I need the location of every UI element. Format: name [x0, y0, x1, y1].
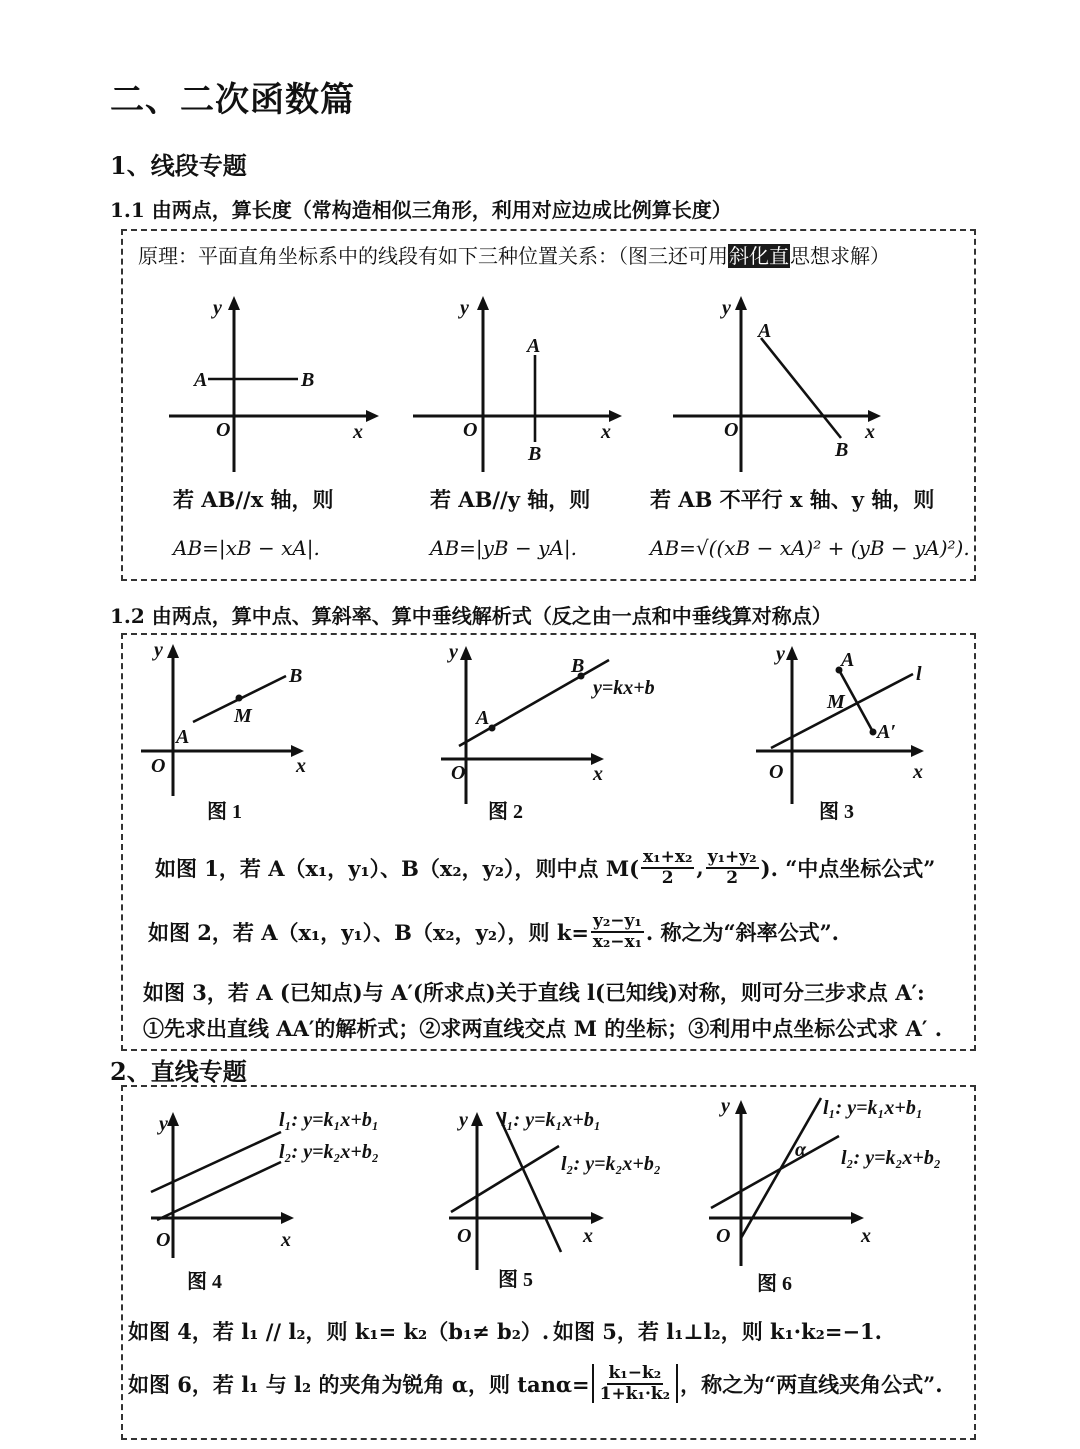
y-axis-arrow	[735, 1100, 747, 1114]
x-label: x	[296, 755, 306, 777]
line-equation-label: y=kx+b	[593, 677, 655, 699]
y-axis-arrow	[167, 1112, 179, 1126]
point-b-label: B	[571, 655, 585, 677]
line-l1	[151, 1132, 281, 1192]
principle-text	[138, 240, 890, 269]
diagram-oblique	[673, 296, 881, 472]
line-l-label: l	[916, 663, 922, 685]
fraction-num: y₁+y₂	[707, 847, 757, 867]
diagram-figure-5	[449, 1109, 661, 1291]
line-l2	[711, 1136, 839, 1208]
point-a-label: A	[476, 707, 490, 729]
origin-label: O	[151, 755, 166, 777]
y-label: y	[722, 297, 731, 319]
diagram-figure-4	[151, 1109, 379, 1293]
line-l1	[497, 1112, 561, 1252]
length-diagrams	[121, 280, 976, 480]
y-label: y	[154, 639, 163, 661]
origin-label: O	[769, 761, 784, 783]
symmetry-text: 如图 3，若 A (已知点)与 A′(所求点)关于直线 l(已知线)对称，则可分三步求点 A′:	[143, 980, 925, 1005]
fraction-den: 1+k₁·k₂	[599, 1383, 671, 1404]
diagram-figure-1	[141, 639, 306, 823]
origin-label: O	[463, 419, 478, 441]
y-label: y	[459, 1109, 468, 1131]
point-a-prime-dot	[870, 729, 877, 736]
line-kxb	[459, 660, 609, 746]
diagram-figure-2	[441, 641, 655, 823]
x-label: x	[583, 1225, 593, 1247]
y-label: y	[213, 297, 222, 319]
midpoint-m	[236, 695, 243, 702]
slope-tail: . 称之为“斜率公式”.	[645, 919, 839, 945]
point-m-label: M	[827, 691, 845, 713]
symmetry-steps: ①先求出直线 AA′的解析式；②求两直线交点 M 的坐标；③利用中点坐标公式求 A′ .	[143, 1016, 943, 1041]
origin-label: O	[724, 419, 739, 441]
line-l2-label: l₂: y=k₂x+b₂	[561, 1153, 661, 1175]
diagram-figure-3	[756, 643, 924, 823]
x-label: x	[593, 763, 603, 785]
x-axis-arrow	[851, 1212, 864, 1224]
origin-label: O	[716, 1225, 731, 1247]
y-label: y	[460, 297, 469, 319]
slope-formula-line	[148, 912, 839, 951]
point-a-dot	[489, 725, 496, 732]
midpoint-text: 如图 1，若 A（x₁，y₁）、B（x₂，y₂），则中点 M(	[155, 855, 640, 881]
subheading-length: 1.1 由两点，算长度（常构造相似三角形，利用对应边成比例算长度）	[110, 198, 732, 222]
figure-5-caption: 图 5	[498, 1269, 533, 1291]
x-label: x	[281, 1229, 291, 1251]
point-b-label: B	[301, 369, 315, 391]
condition-parallel-x: 若 AB//x 轴，则	[173, 487, 334, 512]
line-l2-label: l₂: y=k₂x+b₂	[841, 1147, 941, 1169]
origin-label: O	[457, 1225, 472, 1247]
point-a-prime-label: A′	[877, 721, 896, 743]
point-a-label: A	[841, 649, 855, 671]
angle-tail: ，称之为“两直线夹角公式”.	[680, 1371, 943, 1397]
x-axis-arrow	[281, 1212, 294, 1224]
formula-distance: AB=√((xB − xA)² + (yB − yA)²).	[650, 536, 970, 560]
condition-oblique: 若 AB 不平行 x 轴、y 轴，则	[650, 487, 935, 512]
fraction-y	[706, 848, 759, 887]
point-b-label: B	[289, 665, 303, 687]
x-label: x	[353, 421, 363, 443]
principle-post: 思想求解）	[790, 244, 890, 268]
x-axis-arrow	[591, 1212, 604, 1224]
page-title: 二、二次函数篇	[110, 80, 355, 120]
fraction-num: k₁−k₂	[608, 1363, 662, 1383]
angle-formula-line	[128, 1364, 943, 1403]
diagram-figure-6	[709, 1095, 941, 1295]
alpha-label: α	[795, 1139, 807, 1161]
slope-text: 如图 2，若 A（x₁，y₁）、B（x₂，y₂），则 k=	[148, 919, 589, 945]
origin-label: O	[216, 419, 231, 441]
subheading-midpoint: 1.2 由两点，算中点、算斜率、算中垂线解析式（反之由一点和中垂线算对称点）	[110, 604, 832, 628]
line-l1-label: l₁: y=k₁x+b₁	[823, 1097, 923, 1119]
fraction-den: x₂−x₁	[592, 931, 643, 952]
principle-pre: 原理：平面直角坐标系中的线段有如下三种位置关系：（图三还可用	[138, 244, 728, 268]
formula-parallel-y: AB=|yB − yA|.	[430, 536, 577, 560]
lines-diagrams	[121, 1090, 976, 1302]
origin-label: O	[451, 762, 466, 784]
y-label: y	[776, 643, 785, 665]
x-axis-arrow	[366, 410, 379, 422]
fraction-x	[641, 848, 694, 887]
y-axis-arrow	[471, 1112, 483, 1126]
point-b-label: B	[835, 439, 849, 461]
midpoint-formula-line: 如图 1，若 A（x₁，y₁）、B（x₂，y₂），则中点 M( $\frac{\text{x₁+x₂}}{2}$ , $\frac{\text{y₁+y₂}}{2}$ ). “中点坐标公式”	[155, 847, 936, 888]
figure-1-caption: 图 1	[207, 801, 242, 823]
line-l1-label: l₁: y=k₁x+b₁	[279, 1109, 379, 1131]
midpoint-diagrams	[121, 636, 976, 836]
midpoint-tail: ). “中点坐标公式”	[760, 855, 936, 881]
section-heading-segments: 1、线段专题	[110, 151, 247, 180]
parallel-condition: 如图 4，若 l₁ // l₂，则 k₁= k₂（b₁≠ b₂）.	[128, 1319, 550, 1344]
x-label: x	[865, 421, 875, 443]
point-a-label: A	[176, 726, 190, 748]
x-label: x	[861, 1225, 871, 1247]
y-label: y	[159, 1113, 168, 1135]
fraction-tan	[600, 1364, 670, 1403]
y-axis-arrow	[786, 646, 798, 660]
perpendicular-condition: 如图 5，若 l₁⊥l₂，则 k₁·k₂=−1.	[553, 1319, 882, 1344]
segment-ab	[761, 338, 841, 438]
figure-4-caption: 图 4	[187, 1271, 222, 1293]
y-label: y	[449, 641, 458, 663]
highlight-term: 斜化直	[729, 244, 789, 268]
origin-label: O	[156, 1229, 171, 1251]
y-axis-arrow	[228, 296, 240, 310]
line-l2-label: l₂: y=k₂x+b₂	[279, 1141, 379, 1163]
angle-text: 如图 6，若 l₁ 与 l₂ 的夹角为锐角 α，则 tanα=	[128, 1371, 590, 1397]
x-label: x	[913, 761, 923, 783]
y-axis-arrow	[735, 296, 747, 310]
point-a-label: A	[758, 320, 772, 342]
figure-2-caption: 图 2	[488, 801, 523, 823]
figure-3-caption: 图 3	[819, 801, 854, 823]
x-label: x	[601, 421, 611, 443]
line-l2	[451, 1146, 559, 1212]
y-label: y	[721, 1095, 730, 1117]
fraction-den: 2	[726, 867, 739, 888]
figure-6-caption: 图 6	[757, 1273, 792, 1295]
section-heading-lines: 2、直线专题	[110, 1057, 247, 1086]
line-l2	[157, 1162, 281, 1220]
condition-parallel-y: 若 AB//y 轴，则	[430, 487, 591, 512]
point-m-label: M	[234, 705, 252, 727]
absolute-value	[592, 1364, 678, 1403]
point-a-label: A	[194, 369, 208, 391]
x-axis-arrow	[911, 745, 924, 757]
line-l1-label: l₁: y=k₁x+b₁	[501, 1109, 601, 1131]
y-axis-arrow	[167, 644, 179, 658]
point-b-label: B	[528, 443, 542, 465]
fraction-num: x₁+x₂	[643, 847, 693, 867]
fraction-den: 2	[661, 867, 674, 888]
fraction-slope	[591, 912, 644, 951]
point-a-label: A	[527, 335, 541, 357]
diagram-parallel-y	[413, 296, 622, 472]
y-axis-arrow	[477, 296, 489, 310]
y-axis-arrow	[460, 646, 472, 660]
diagram-parallel-x	[169, 296, 379, 472]
fraction-num: y₂−y₁	[592, 911, 642, 931]
formula-parallel-x: AB=|xB − xA|.	[173, 536, 320, 560]
